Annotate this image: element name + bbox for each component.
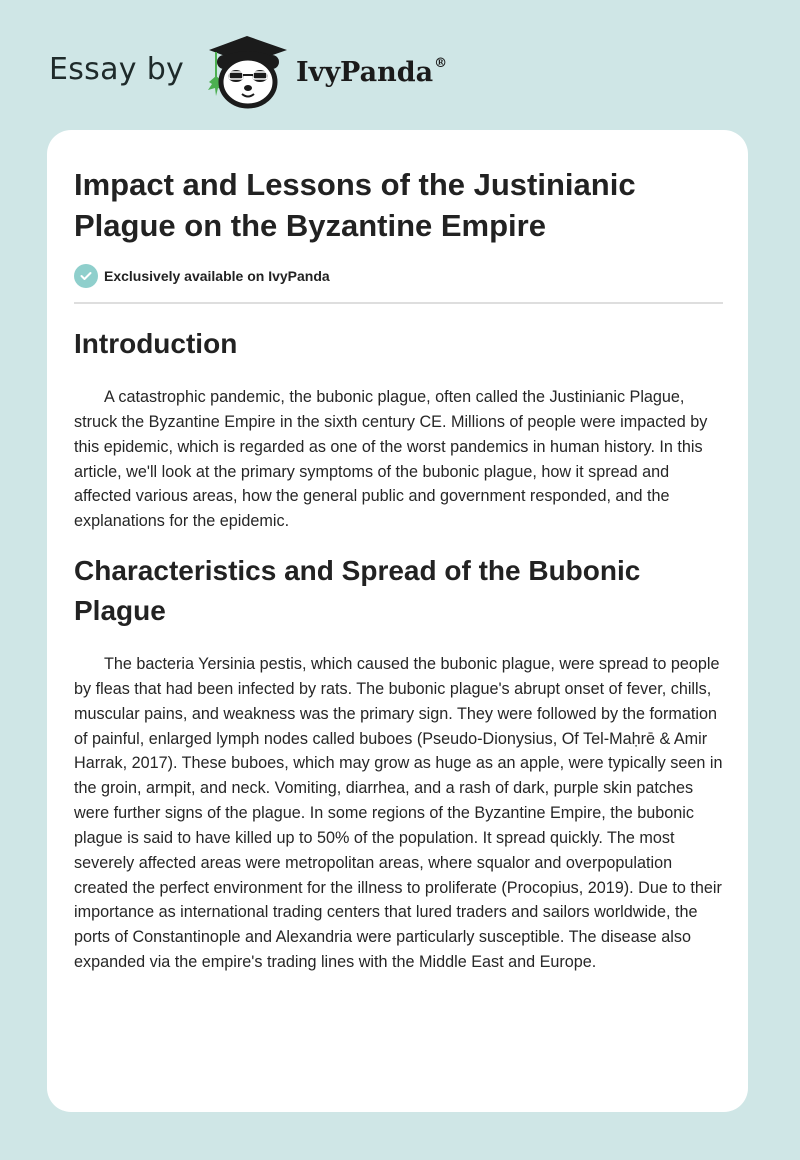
essay-card xyxy=(47,130,748,1112)
section-paragraph-introduction: A catastrophic pandemic, the bubonic plague, often called the Justinianic Plague, struck the Byzantine Empire in the sixth century CE. Millions of people were impacted by this epidemic, which is regarded as one of the worst pandemics in human history. In this article, we'll look at the primary symptoms of the bubonic plague, how it spread and affected various areas, how the general public and government responded, and the explanations for the epidemic. xyxy=(74,388,708,531)
brand-name[interactable] xyxy=(296,57,447,88)
section-heading-introduction: Introduction xyxy=(74,328,238,359)
essay-by-label: Essay by xyxy=(49,52,185,87)
section-paragraph-characteristics: The bacteria Yersinia pestis, which caused the bubonic plague, were spread to people by fleas that had been infected by rats. The bubonic plague's abrupt onset of fever, chills, muscular pains, and weakness was the primary sign. They were followed by the formation of painful, enlarged lymph nodes called buboes (Pseudo-Dionysius, Of Tel-Maḥrē & Amir Harrak, 2017). These buboes, which may grow as huge as an apple, were typically seen in the groin, armpit, and neck. Vomiting, diarrhea, and a rash of dark, purple skin patches were further signs of the plague. In some regions of the Byzantine Empire, the bubonic plague is said to have killed up to 50% of the population. It spread quickly. The most severely affected areas were metropolitan areas, where squalor and overpopulation created the perfect environment for the illness to proliferate (Procopius, 2019). Due to their importance as international trading centers that lured traders and sailors worldwide, the ports of Constantinople and Alexandria were particularly susceptible. The disease also expanded via the empire's trading lines with the Middle East and Europe. xyxy=(74,655,723,972)
exclusive-badge xyxy=(74,264,330,288)
site-header xyxy=(0,0,800,130)
registered-mark: ® xyxy=(434,56,448,71)
check-circle-icon xyxy=(74,264,98,288)
exclusive-badge-label: Exclusively available on IvyPanda xyxy=(104,268,330,284)
divider xyxy=(74,302,723,304)
section-heading-characteristics: Characteristics and Spread of the Bubonic Plague xyxy=(74,555,641,626)
panda-graduate-logo-icon[interactable] xyxy=(203,36,291,110)
page-title: Impact and Lessons of the Justinianic Plague on the Byzantine Empire xyxy=(74,167,636,243)
brand-text: IvyPanda xyxy=(296,57,434,88)
